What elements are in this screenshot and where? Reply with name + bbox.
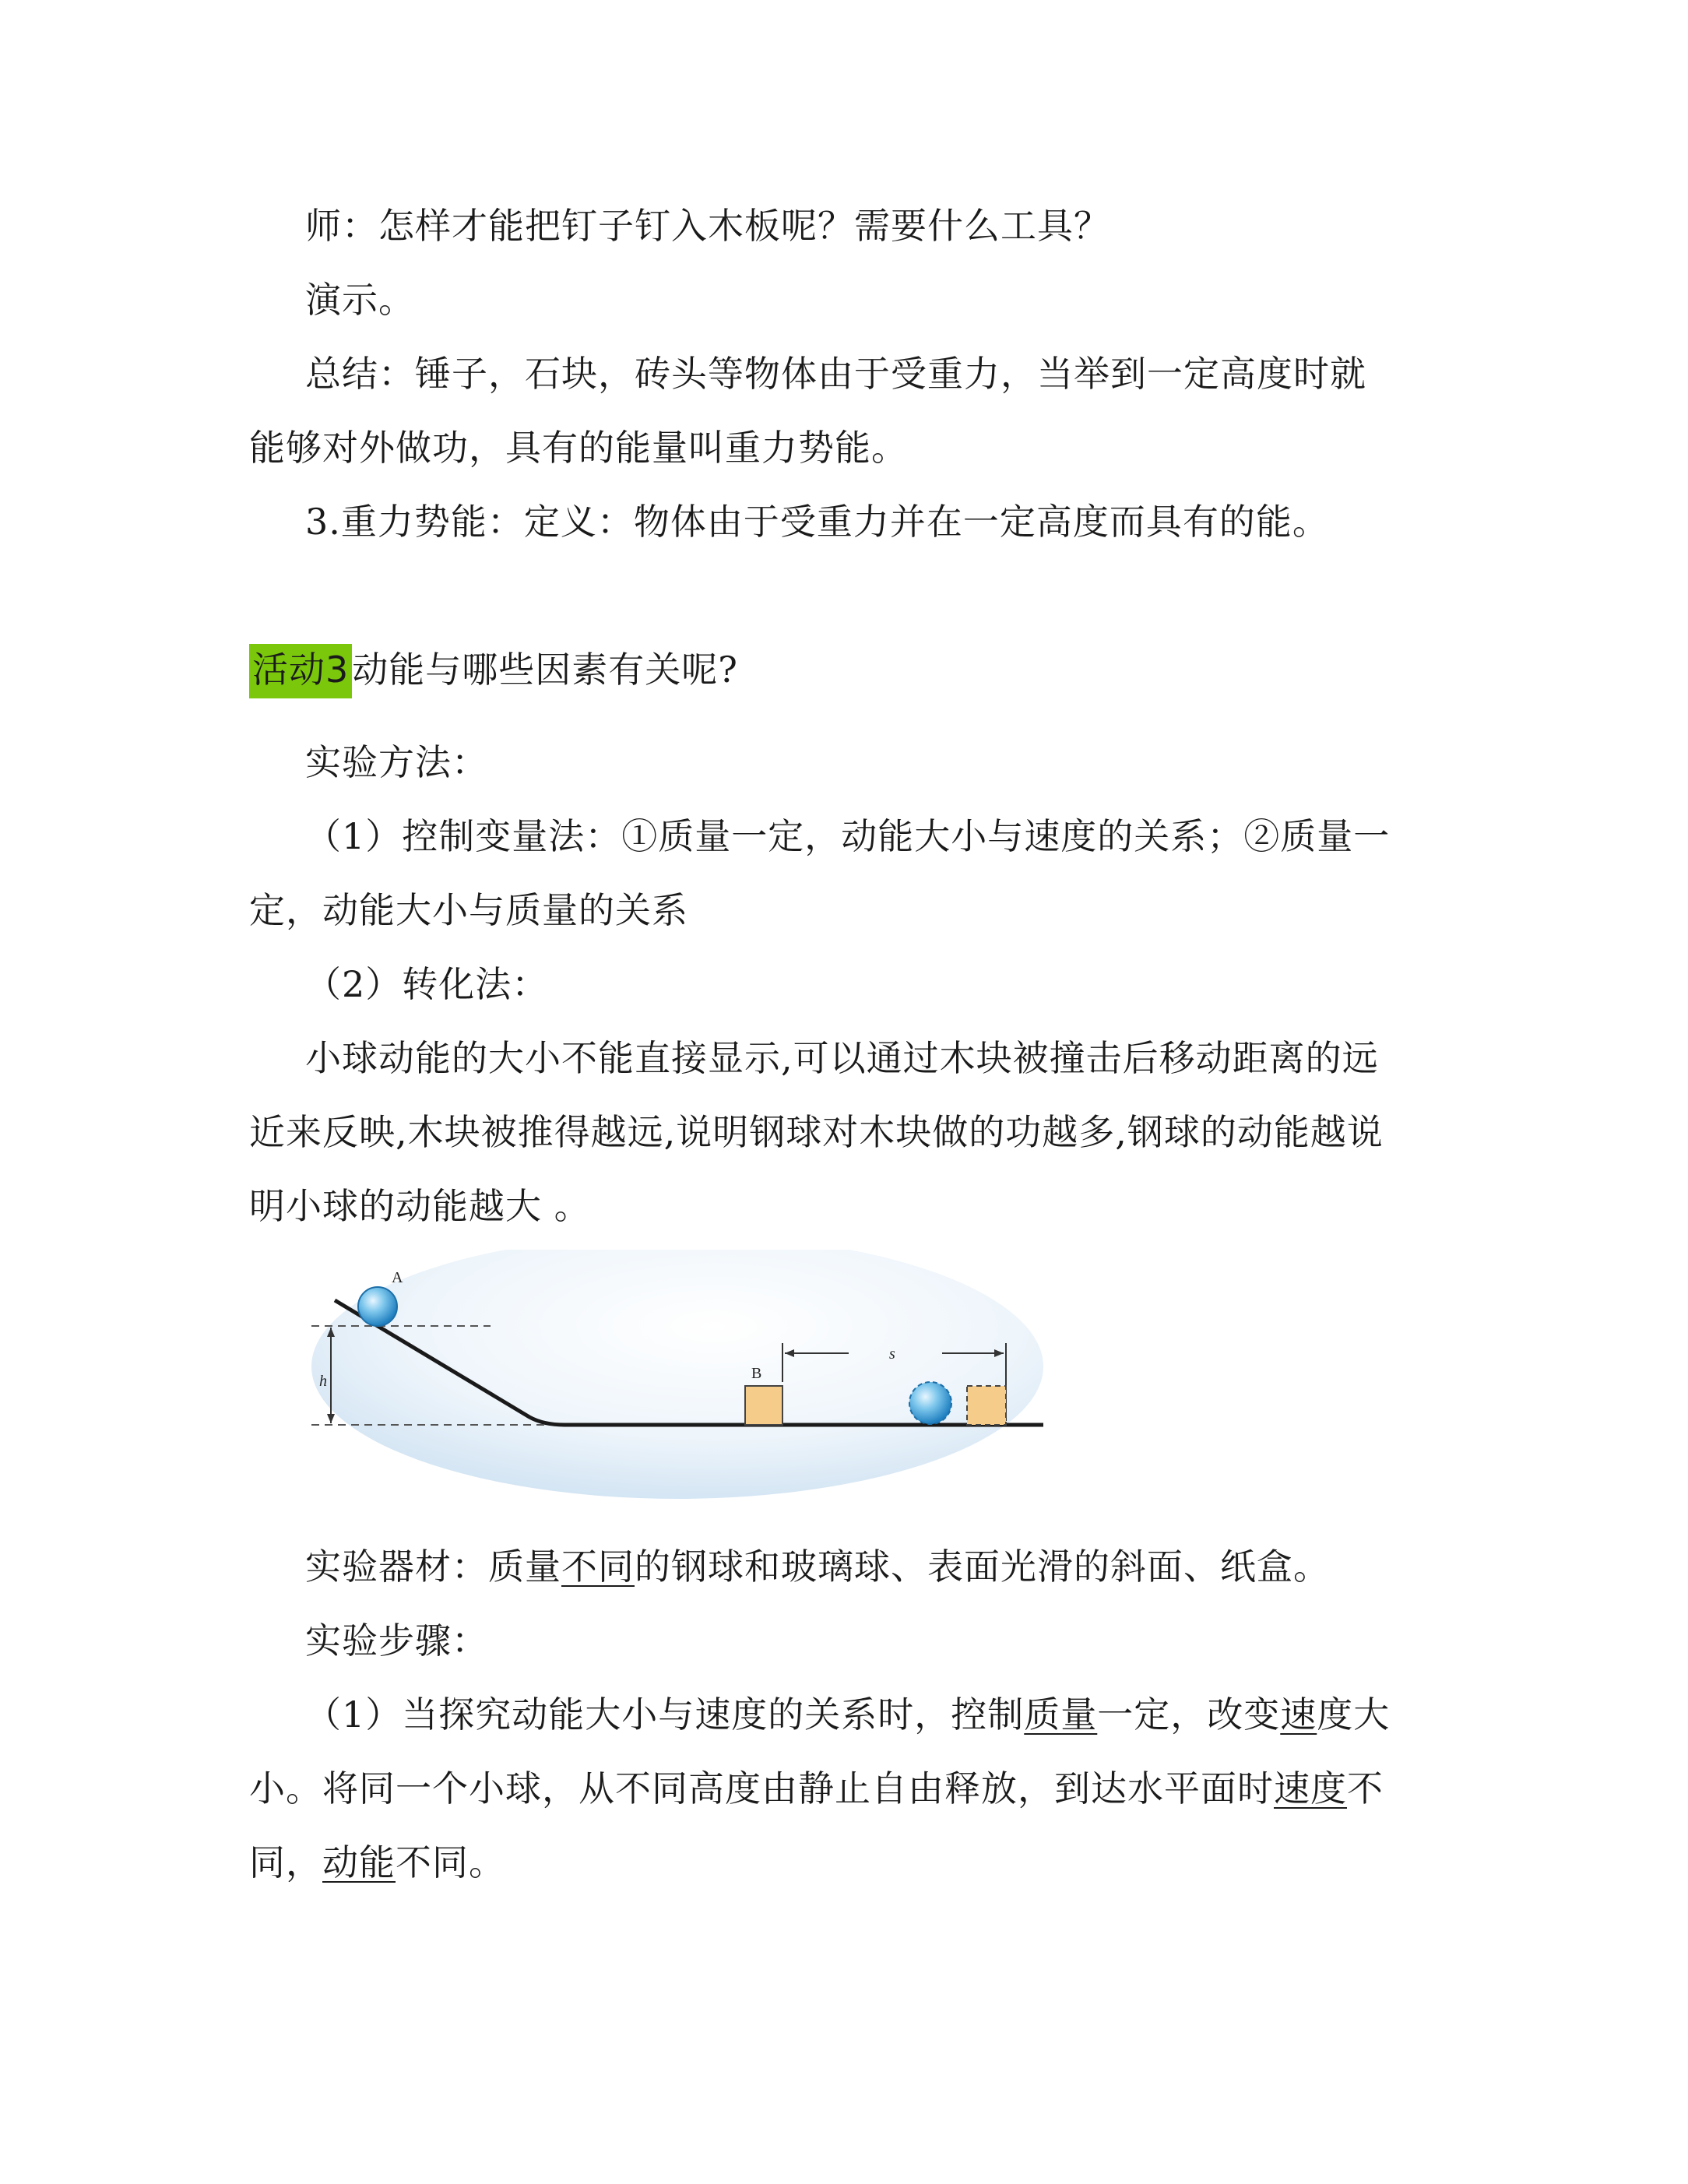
step-1-line-1 (305, 1693, 1390, 1736)
block-moved-icon (967, 1386, 1006, 1425)
paragraph-gravity-definition: 3.重力势能：定义：物体由于受重力并在一定高度而具有的能。 (305, 501, 1329, 543)
method-explanation-line-3: 明小球的动能越大 。 (249, 1185, 591, 1227)
ball-moved-icon (909, 1382, 951, 1424)
steps-heading: 实验步骤： (305, 1620, 488, 1662)
activity-heading (249, 648, 738, 691)
step-1-line-3 (249, 1841, 505, 1884)
step-1-text-a: （1）当探究动能大小与速度的关系时，控制 (305, 1693, 1025, 1736)
activity-number: 3 (325, 649, 350, 691)
ball-a-icon (358, 1287, 397, 1326)
step-1-text-g: 不同。 (396, 1841, 505, 1883)
step-1-line-2 (249, 1767, 1384, 1810)
figure-background (311, 1250, 1043, 1499)
method-heading: 实验方法： (305, 741, 488, 783)
height-label: h (319, 1373, 327, 1390)
method-conversion: （2）转化法： (305, 963, 549, 1005)
paragraph-demonstration: 演示。 (305, 279, 415, 321)
step-1-underline-mass: 质量 (1024, 1693, 1098, 1736)
activity-title: 动能与哪些因素有关呢? (352, 649, 738, 691)
step-1-underline-velocity: 速度 (1274, 1767, 1347, 1809)
step-1-text-b: 一定，改变 (1097, 1693, 1281, 1736)
method-explanation-line-1: 小球动能的大小不能直接显示,可以通过木块被撞击后移动距离的远 (305, 1037, 1379, 1079)
block-b-icon (745, 1386, 782, 1425)
step-1-text-c: 度大 (1317, 1693, 1391, 1736)
equipment-prefix: 实验器材：质量 (305, 1546, 561, 1588)
distance-label: s (889, 1345, 895, 1363)
paragraph-teacher-question: 师：怎样才能把钉子钉入木板呢？需要什么工具？ (305, 205, 1110, 247)
activity-badge (249, 644, 352, 698)
equipment-suffix: 的钢球和玻璃球、表面光滑的斜面、纸盒。 (635, 1546, 1330, 1588)
method-control-variable-line-1: （1）控制变量法：①质量一定，动能大小与速度的关系；②质量一 (305, 815, 1391, 857)
step-1-text-f: 同， (249, 1841, 322, 1883)
equipment-line (305, 1545, 1330, 1588)
equipment-underlined: 不同 (561, 1546, 635, 1588)
method-explanation-line-2: 近来反映,木块被推得越远,说明钢球对木块做的功越多,钢球的动能越说 (249, 1111, 1384, 1153)
activity-label: 活动 (252, 649, 325, 691)
step-1-text-e: 不 (1347, 1767, 1384, 1809)
step-1-underline-speed: 速 (1280, 1693, 1317, 1736)
method-control-variable-line-2: 定，动能大小与质量的关系 (249, 889, 688, 931)
ball-a-label: A (392, 1269, 403, 1286)
paragraph-summary-line-2: 能够对外做功，具有的能量叫重力势能。 (249, 427, 908, 469)
experiment-figure (296, 1250, 1059, 1507)
height-arrow-down-head (327, 1414, 335, 1423)
step-1-text-d: 小。将同一个小球，从不同高度由静止自由释放，到达水平面时 (249, 1767, 1274, 1809)
paragraph-summary-line-1: 总结：锤子，石块，砖头等物体由于受重力，当举到一定高度时就 (305, 353, 1366, 395)
step-1-underline-kinetic-energy: 动能 (322, 1841, 396, 1883)
block-b-label: B (751, 1365, 762, 1382)
